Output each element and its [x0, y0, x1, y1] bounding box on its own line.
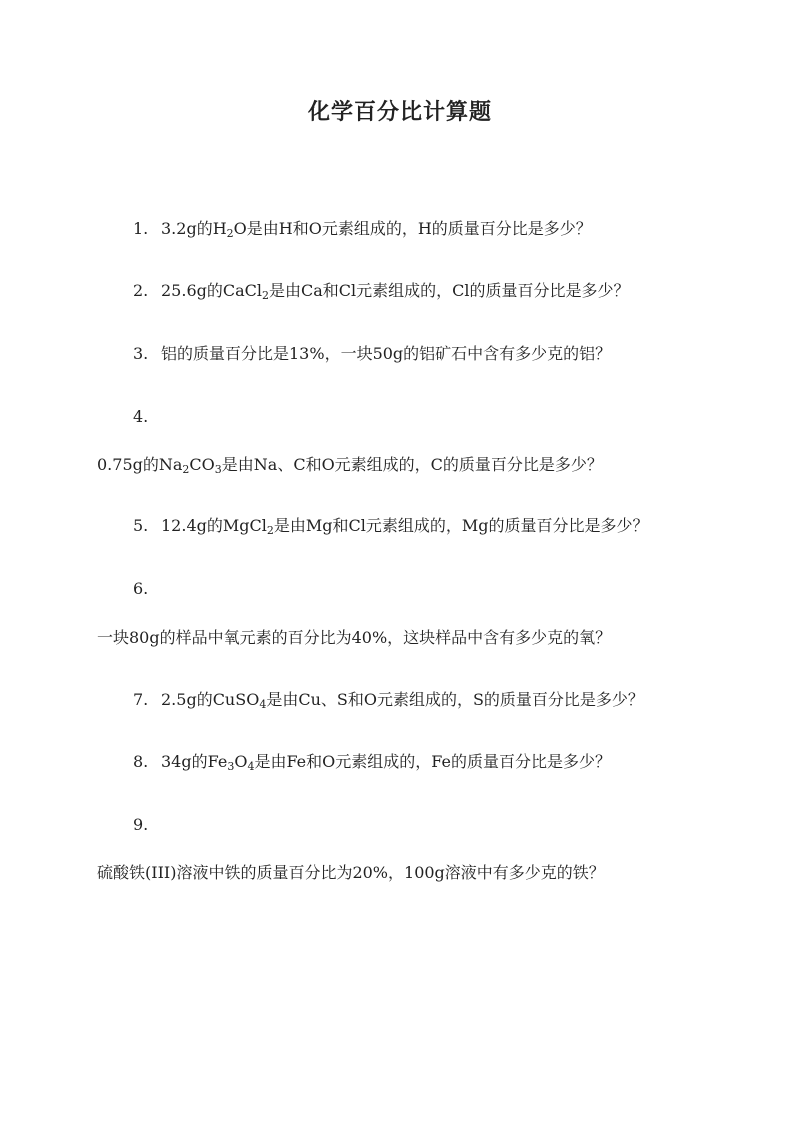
- question-number: 2.: [133, 281, 149, 300]
- question-number: 3.: [133, 344, 149, 363]
- question-7: 7. 2.5g的CuSO$_4$是由Cu、S和O元素组成的，S的质量百分比是多少？: [133, 690, 644, 711]
- question-8: 8. 34g的$Fe_3O_4$是由Fe和O元素组成的，Fe的质量百分比是多少？: [133, 752, 611, 773]
- question-1: 1. 3.2g的$H_2O$是由H和O元素组成的，H的质量百分比是多少？: [133, 219, 592, 240]
- page-title: 化学百分比计算题: [307, 99, 492, 125]
- question-9: 硫酸铁(III)溶液中铁的质量百分比为20%，100g溶液中有多少克的铁？: [97, 863, 605, 882]
- question-4-number: 4.: [133, 407, 149, 426]
- question-6-number: 6.: [133, 579, 149, 598]
- question-number: 5.: [133, 516, 149, 535]
- question-5: 5. 12.4g的MgCl$_2$是由Mg和Cl元素组成的，Mg的质量百分比是多少？: [133, 516, 649, 537]
- question-9-number: 9.: [133, 815, 149, 834]
- question-number: 8.: [133, 752, 149, 771]
- question-4: 0.75g的$Na_2CO_3$是由Na、C和O元素组成的，C的质量百分比是多少？: [97, 455, 603, 476]
- question-2: 2. 25.6g的CaCl$_2$是由Ca和Cl元素组成的，Cl的质量百分比是多少？: [133, 281, 630, 302]
- question-6: 一块80g的样品中氧元素的百分比为40%，这块样品中含有多少克的氧？: [97, 628, 612, 647]
- question-number: 7.: [133, 690, 149, 709]
- question-number: 1.: [133, 219, 149, 238]
- question-3: 3. 铝的质量百分比是13%，一块50g的铝矿石中含有多少克的铝？: [133, 344, 612, 363]
